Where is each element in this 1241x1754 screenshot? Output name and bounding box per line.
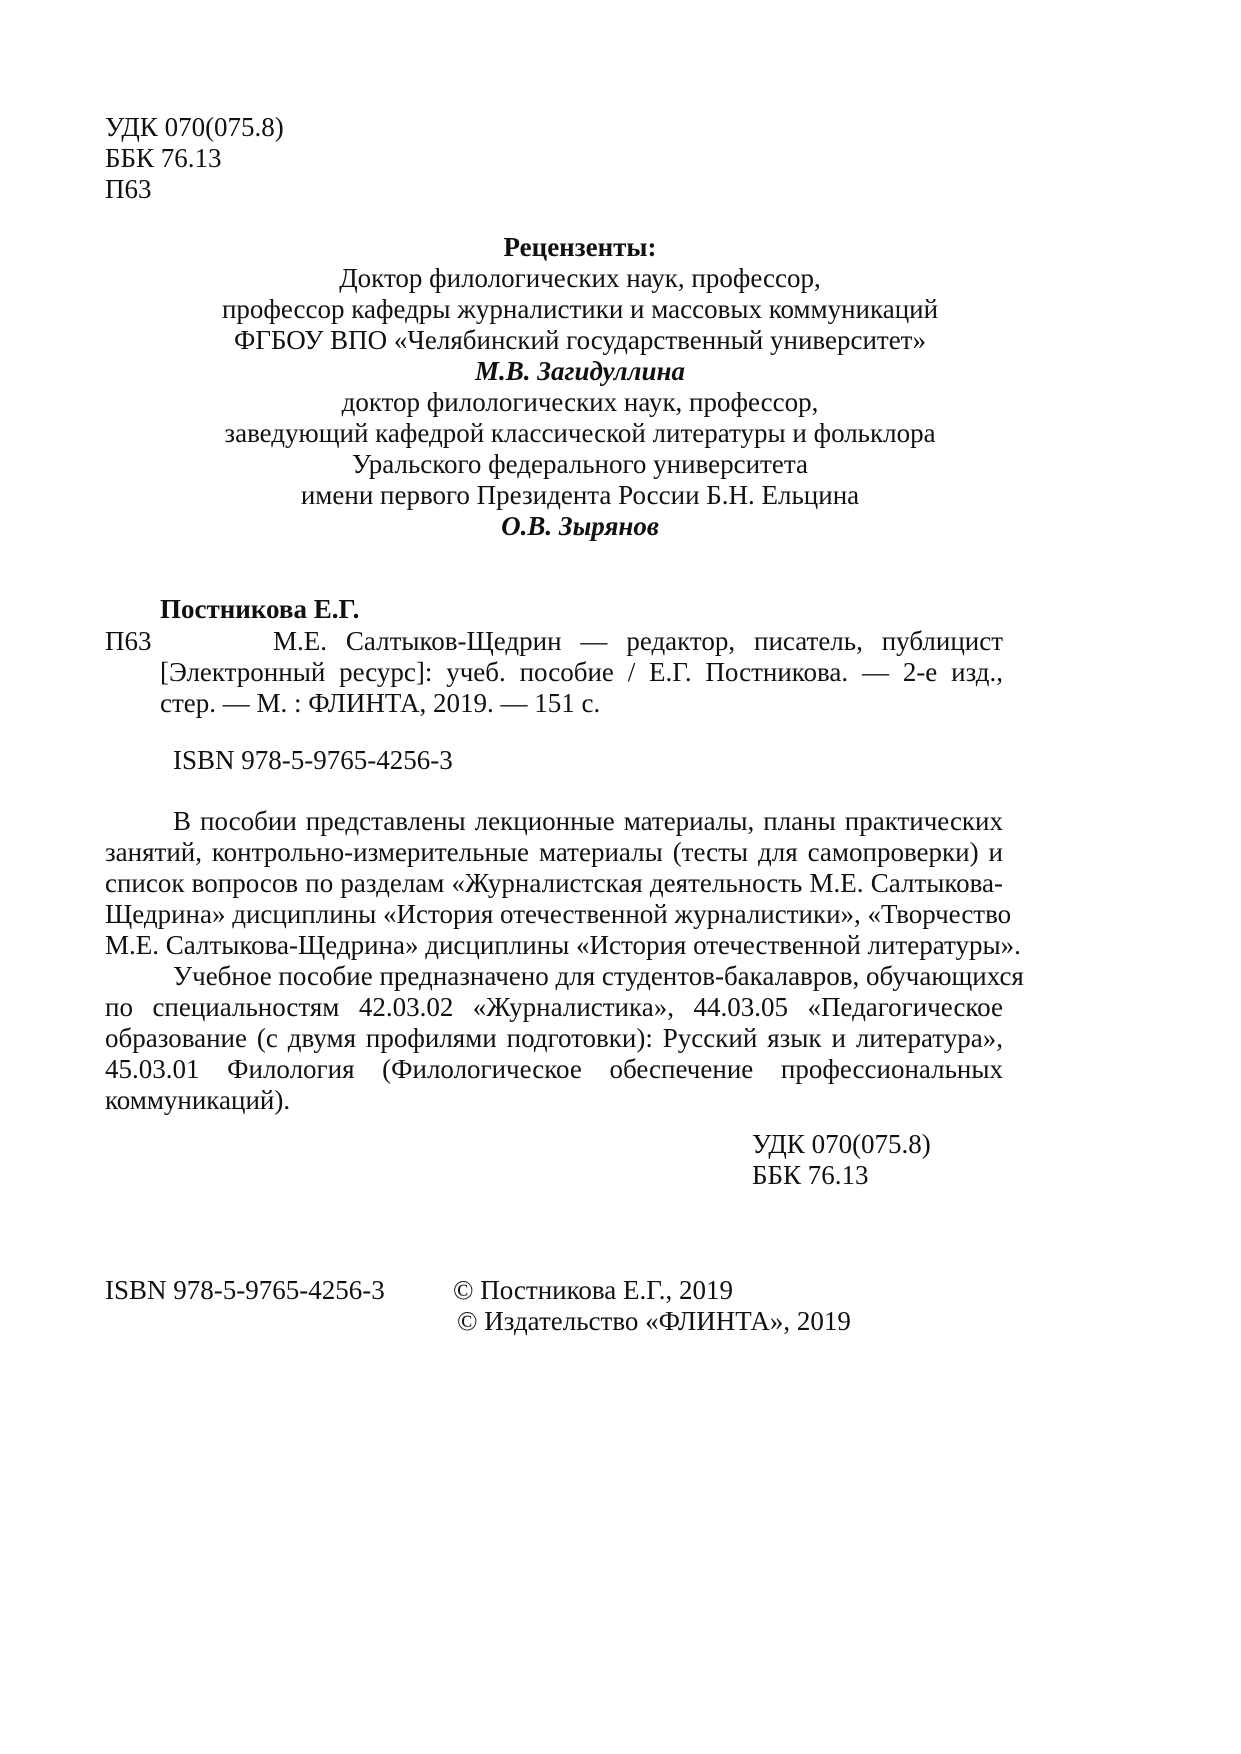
- abstract-line: В пособии представлены лекционные материалы, планы практических: [173, 806, 1003, 836]
- bottom-classification-codes: [752, 1129, 931, 1191]
- abstract-paragraph-1: [105, 806, 1021, 961]
- reviewer1-line: профессор кафедры журналистики и массовых коммуникаций: [221, 294, 939, 324]
- bibliographic-author-mark: П63: [105, 626, 152, 656]
- abstract-line: образование (с двумя профилями подготовки): Русский язык и литература»,: [105, 1023, 1003, 1053]
- reviewer1-line: Доктор филологических наук, профессор,: [339, 263, 821, 293]
- author-copyright: © Постникова Е.Г., 2019: [453, 1275, 734, 1305]
- abstract-line: 45.03.01 Филология (Филологическое обеспечение профессиональных: [105, 1054, 1003, 1084]
- description-line: М.Е. Салтыков-Щедрин — редактор, писатель, публицист: [273, 626, 1003, 656]
- abstract-line: занятий, контрольно-измерительные материалы (тесты для самопроверки) и: [105, 837, 1003, 867]
- abstract-line: Щедрина» дисциплины «История отечественной журналистики», «Творчество: [105, 899, 1012, 929]
- publisher-copyright: © Издательство «ФЛИНТА», 2019: [457, 1306, 851, 1336]
- bbk-code: ББК 76.13: [752, 1160, 869, 1190]
- abstract-line: М.Е. Салтыкова-Щедрина» дисциплины «История отечественной литературы».: [105, 930, 1021, 960]
- abstract-line: Учебное пособие предназначено для студентов-бакалавров, обучающихся: [173, 961, 1024, 991]
- reviewer2-line: Уральского федерального университета: [352, 449, 808, 479]
- reviewer2-line: заведующий кафедрой классической литературы и фольклора: [224, 418, 936, 448]
- abstract-line: по специальностям 42.03.02 «Журналистика», 44.03.05 «Педагогическое: [105, 992, 1003, 1022]
- abstract-line: список вопросов по разделам «Журналистская деятельность М.Е. Салтыкова-: [105, 868, 1003, 898]
- reviewer1-name: М.В. Загидуллина: [474, 356, 685, 386]
- author-mark: П63: [105, 174, 152, 204]
- top-classification-codes: [105, 112, 284, 205]
- reviewer2-name: О.В. Зырянов: [501, 511, 659, 541]
- reviewers-heading: Рецензенты:: [503, 232, 657, 262]
- reviewer2-line: имени первого Президента России Б.Н. Ельцина: [300, 480, 860, 510]
- abstract-paragraph-2: [105, 961, 1024, 1116]
- reviewer2-line: доктор филологических наук, профессор,: [341, 387, 819, 417]
- reviewer1-line: ФГБОУ ВПО «Челябинский государственный университет»: [234, 325, 926, 355]
- description-line: [Электронный ресурс]: учеб. пособие / Е.Г. Постникова. — 2-е изд.,: [160, 657, 1003, 687]
- description-line: стер. — М. : ФЛИНТА, 2019. — 151 с.: [160, 688, 601, 718]
- udk-code: УДК 070(075.8): [752, 1129, 931, 1159]
- udk-code: УДК 070(075.8): [105, 112, 284, 142]
- copyright-isbn: ISBN 978-5-9765-4256-3: [105, 1275, 385, 1305]
- reviewers-block: [160, 232, 1000, 542]
- bibliographic-author: Постникова Е.Г.: [160, 594, 360, 624]
- bbk-code: ББК 76.13: [105, 143, 222, 173]
- abstract-line: коммуникаций).: [105, 1085, 291, 1115]
- bibliographic-description: [160, 626, 1003, 719]
- bibliographic-isbn: ISBN 978-5-9765-4256-3: [173, 745, 453, 775]
